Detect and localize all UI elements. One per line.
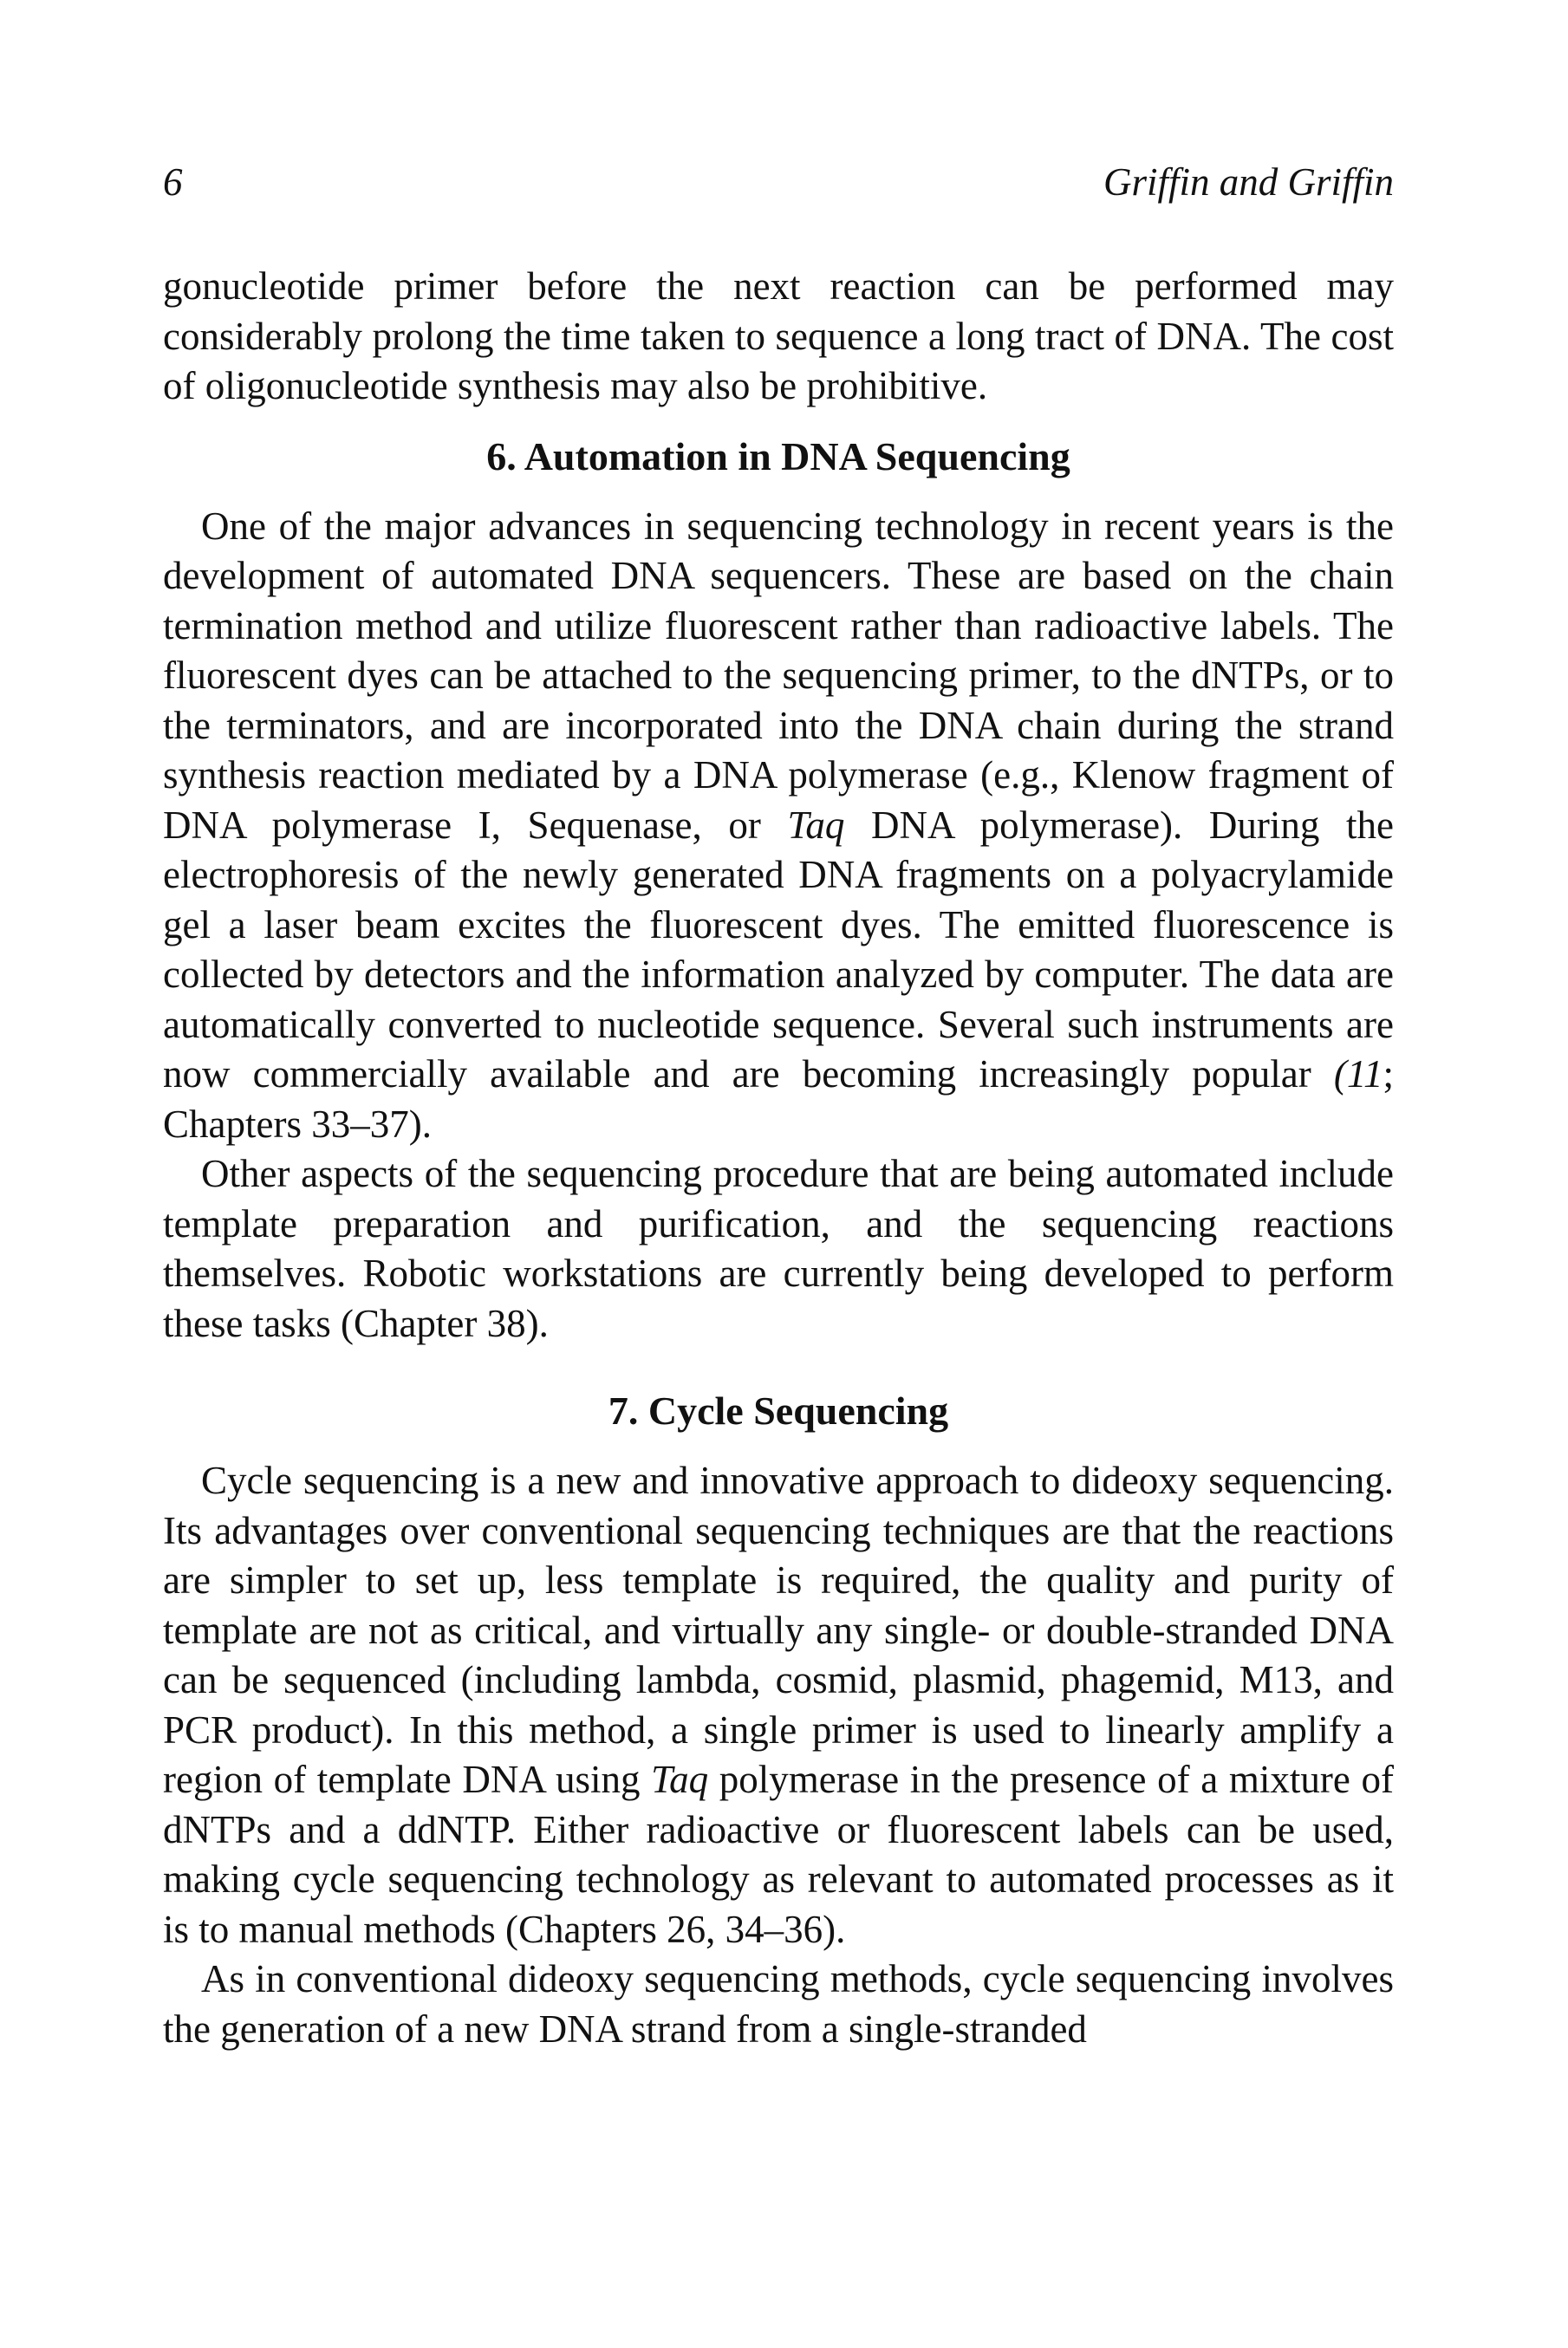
text-run: One of the major advances in sequencing technology in recent years is the development of automated DNA sequencers. These are based on the chain termination method and utilize fluorescent rather than radioactive labels. The fluorescent dyes can be attached to the sequencing primer, to the dNTPs, or to the terminators, and are incorporated into the DNA chain during the strand synthesis reaction mediated by a DNA polymerase (e.g., Klenow fragment of DNA polymerase I, Sequenase, or — [163, 504, 1394, 847]
paragraph-cycle-1 — [163, 1456, 1394, 1954]
section-heading-automation: 6. Automation in DNA Sequencing — [486, 433, 1070, 478]
page-number: 6 — [163, 160, 183, 204]
italic-reference: (11 — [1333, 1052, 1383, 1096]
running-title: Griffin and Griffin — [1103, 160, 1394, 204]
section-heading-cycle-sequencing: 7. Cycle Sequencing — [608, 1389, 949, 1433]
paragraph-cycle-2: As in conventional dideoxy sequencing methods, cycle sequencing involves the generation of a new DNA strand from a single-stranded — [163, 1957, 1394, 2051]
book-page — [163, 156, 1394, 2054]
paragraph-automation-2: Other aspects of the sequencing procedure that are being automated include template preparation and purification, and the sequencing reactions themselves. Robotic workstations are currently being developed to perform these tasks (Chapter 38). — [163, 1152, 1394, 1345]
text-run: Cycle sequencing is a new and innovative approach to dideoxy sequencing. Its advantages over conventional sequencing techniques are that the reactions are simpler to set up, less template is required, the quality and purity of template are not as critical, and virtually any single- or double-stranded DNA can be sequenced (including lambda, cosmid, plasmid, phagemid, M13, and PCR product). In this method, a single primer is used to linearly amplify a region of template DNA using — [163, 1459, 1394, 1801]
text-run: DNA polymerase). During the electrophoresis of the newly generated DNA fragments on a polyacrylamide gel a laser beam excites the fluorescent dyes. The emitted fluorescence is collected by detectors and the information analyzed by computer. The data are automatically converted to nucleotide sequence. Several such instruments are now commercially available and are becoming increasingly popular — [163, 803, 1394, 1096]
text-run: ; Chapters 33–37). — [163, 1052, 1394, 1146]
paragraph-automation-1 — [163, 502, 1394, 1150]
text-run: polymerase in the presence of a mixture of dNTPs and a ddNTP. Either radioactive or fluorescent labels can be used, making cycle sequencing technology as relevant to automated processes as it is to manual methods (Chapters 26, 34–36). — [163, 1758, 1394, 1951]
italic-taq: Taq — [651, 1758, 709, 1801]
italic-taq: Taq — [787, 803, 845, 847]
running-header — [163, 156, 1394, 208]
continuation-paragraph: gonucleotide primer before the next reaction can be performed may considerably prolong the time taken to sequence a long tract of DNA. The cost of oligonucleotide synthesis may also be prohibitive. — [163, 264, 1394, 407]
